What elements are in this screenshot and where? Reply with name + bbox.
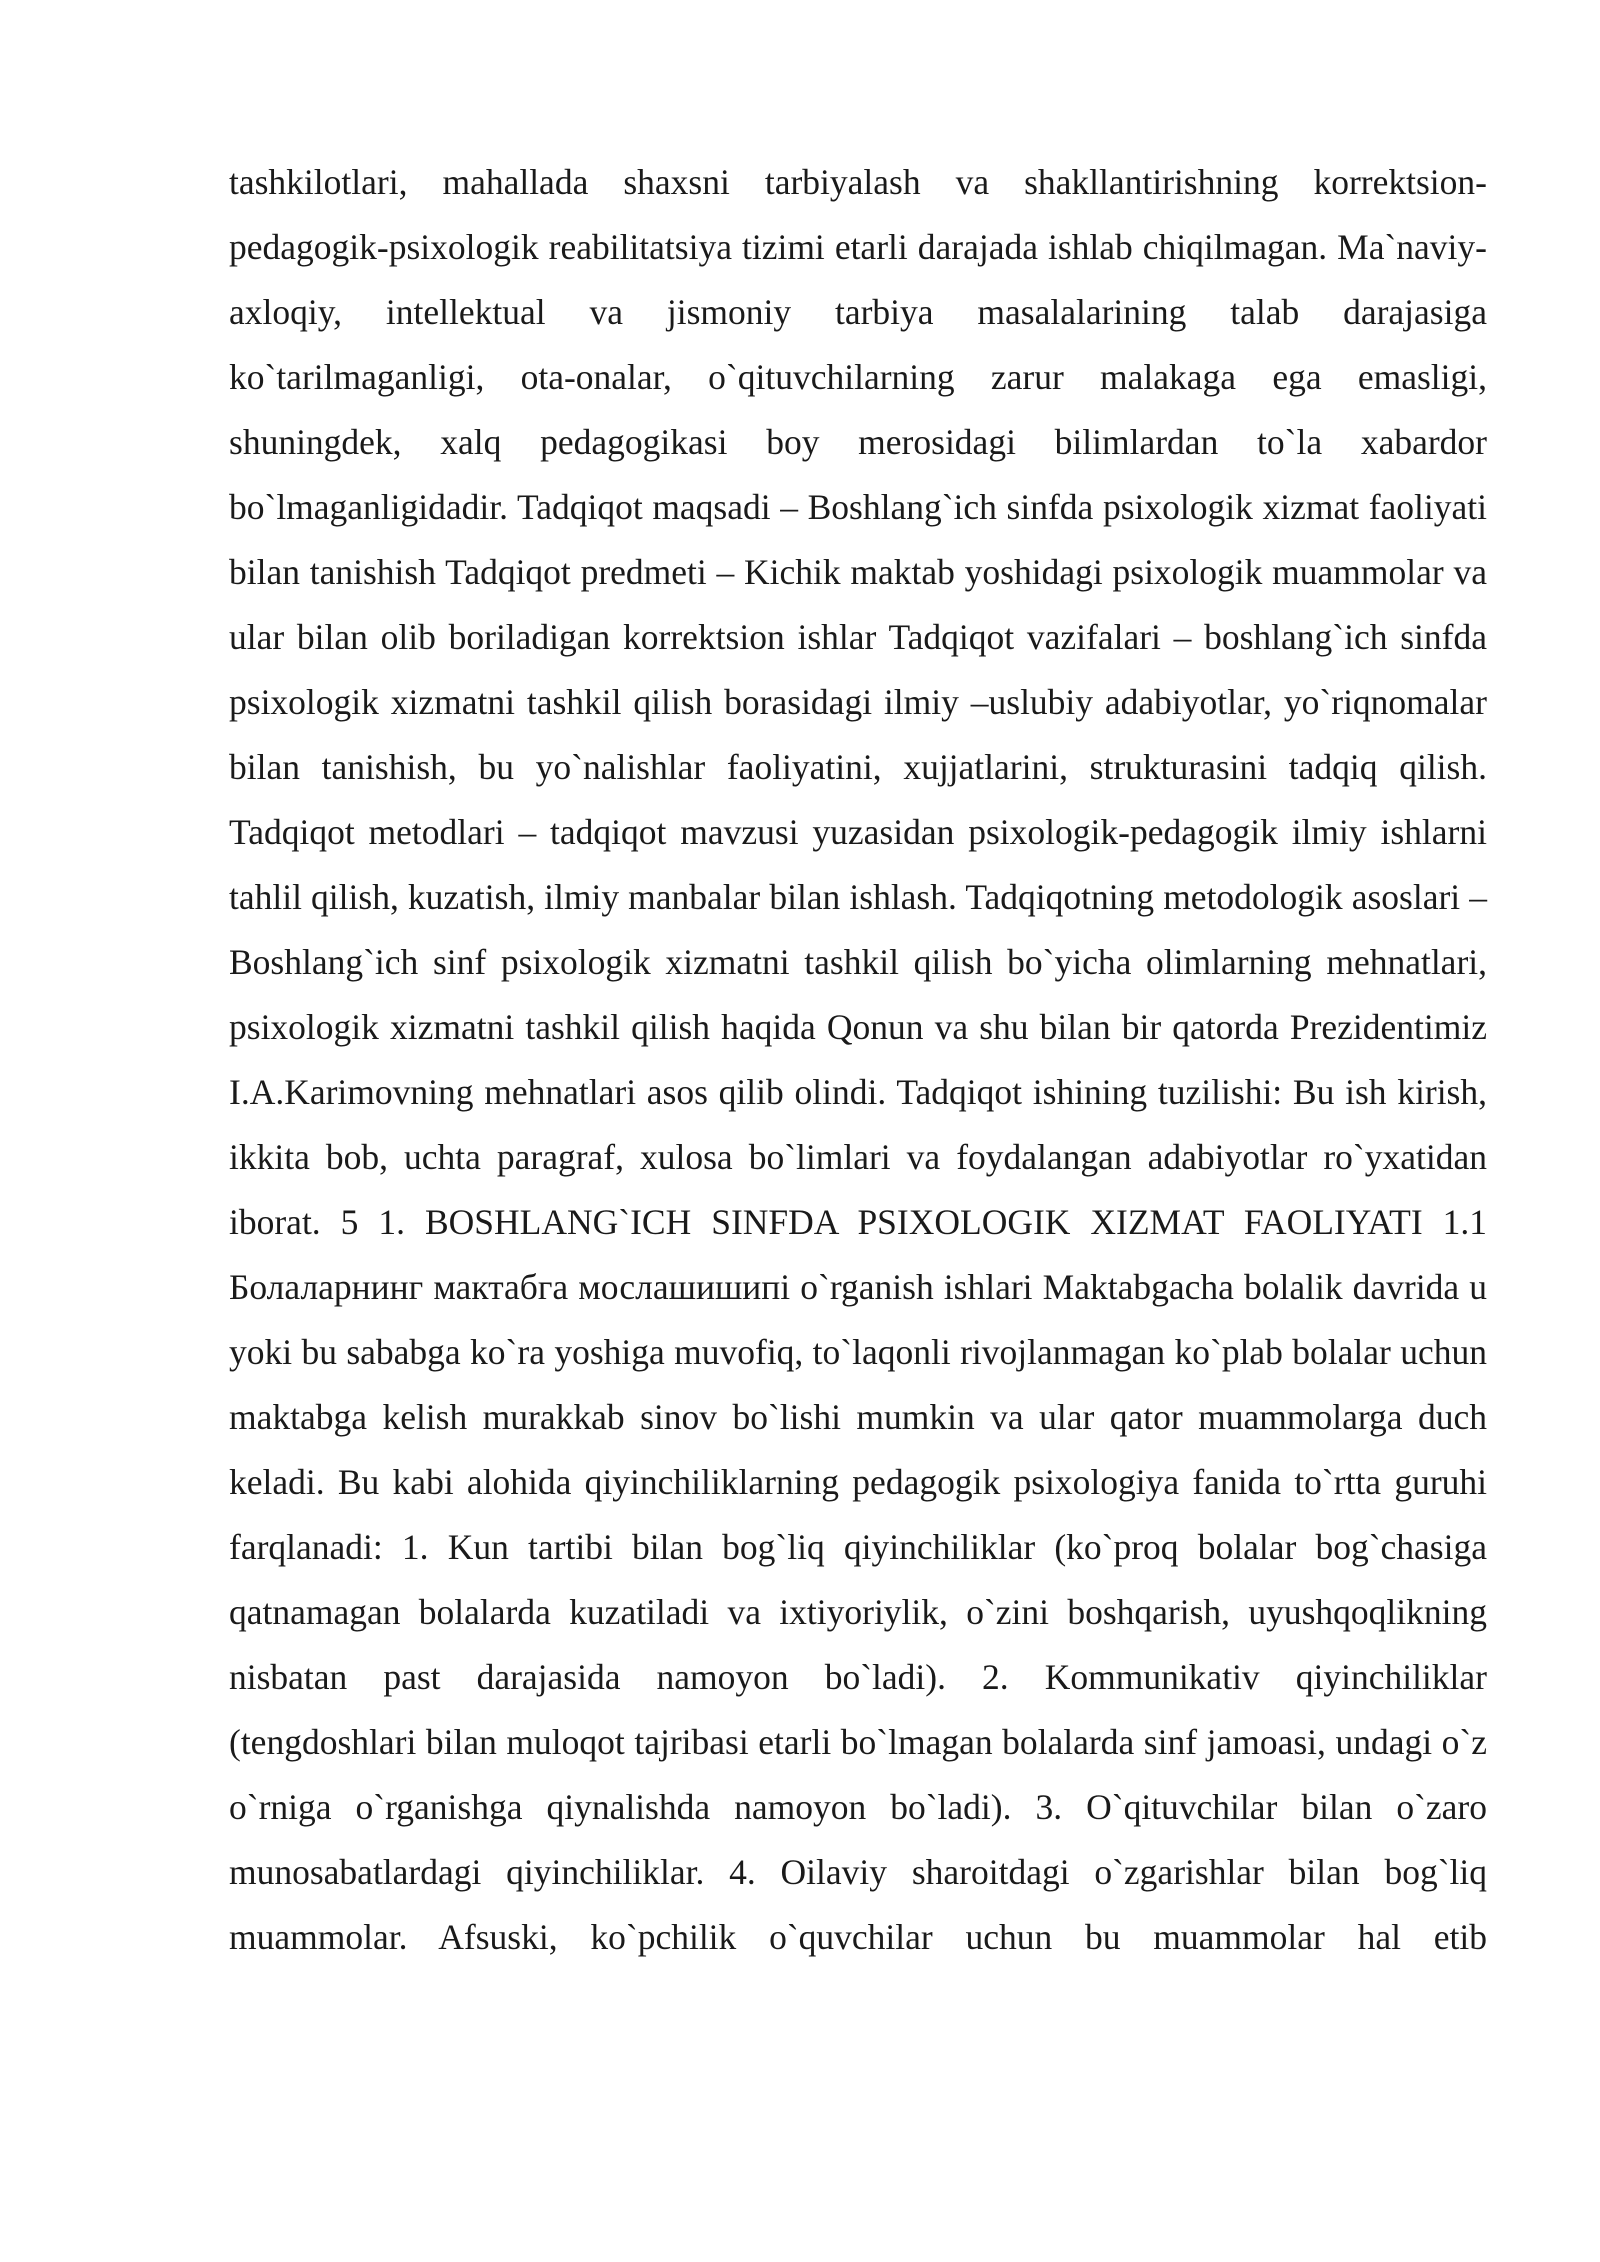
body-paragraph: tashkilotlari, mahallada shaxsni tarbiyalash va shakllantirishning korrektsion-pedagogik-psixologik reabilitatsiya tizimi etarli darajada ishlab chiqilmagan. Ma`naviy-axloqiy, intellektual va jismoniy tarbiya masalalarining talab darajasiga ko`tarilmaganligi, ota-onalar, o`qituvchilarning zarur malakaga ega emasligi, shuningdek, xalq pedagogikasi boy merosidagi bilimlardan to`la xabardor bo`lmaganligidadir. Tadqiqot maqsadi – Boshlang`ich sinfda psixologik xizmat faoliyati bilan tanishish Tadqiqot predmeti – Kichik maktab yoshidagi psixologik muammolar va ular bilan olib boriladigan korrektsion ishlar Tadqiqot vazifalari – boshlang`ich sinfda psixologik xizmatni tashkil qilish borasidagi ilmiy –uslubiy adabiyotlar, yo`riqnomalar bilan tanishish, bu yo`nalishlar faoliyatini, xujjatlarini, strukturasini tadqiq qilish. Tadqiqot metodlari – tadqiqot mavzusi yuzasidan psixologik-pedagogik ilmiy ishlarni tahlil qilish, kuzatish, ilmiy manbalar bilan ishlash. Tadqiqotning metodologik asoslari – Boshlang`ich sinf psixologik xizmatni tashkil qilish bo`yicha olimlarning mehnatlari, psixologik xizmatni tashkil qilish haqida Qonun va shu bilan bir qatorda Prezidentimiz I.A.Karimovning mehnatlari asos qilib olindi. Tadqiqot ishining tuzilishi: Bu ish kirish, ikkita bob, uchta paragraf, xulosa bo`limlari va foydalangan adabiyotlar ro`yxatidan iborat. 5 1. BOSHLANG`ICH SINFDA PSIXOLOGIK XIZMAT FAOLIYATI 1.1 Болаларнинг мактабга мослашишипі o`rganish ishlari Maktabgacha bolalik davrida u yoki bu sababga ko`ra yoshiga muvofiq, to`laqonli rivojlanmagan ko`plab bolalar uchun maktabga kelish murakkab sinov bo`lishi mumkin va ular qator muammolarga duch keladi. Bu kabi alohida qiyinchiliklarning pedagogik psixologiya fanida to`rtta guruhi farqlanadi: 1. Kun tartibi bilan bog`liq qiyinchiliklar (ko`proq bolalar bog`chasiga qatnamagan bolalarda kuzatiladi va ixtiyoriylik, o`zini boshqarish, uyushqoqlikning nisbatan past darajasida namoyon bo`ladi). 2. Kommunikativ qiyinchiliklar (tengdoshlari bilan muloqot tajribasi etarli bo`lmagan bolalarda sinf jamoasi, undagi o`z o`rniga o`rganishga qiynalishda namoyon bo`ladi). 3. O`qituvchilar bilan o`zaro munosabatlardagi qiyinchiliklar. 4. Oilaviy sharoitdagi o`zgarishlar bilan bog`liq muammolar. Afsuski, ko`pchilik o`quvchilar uchun bu muammolar hal etib [229, 162, 1487, 1957]
